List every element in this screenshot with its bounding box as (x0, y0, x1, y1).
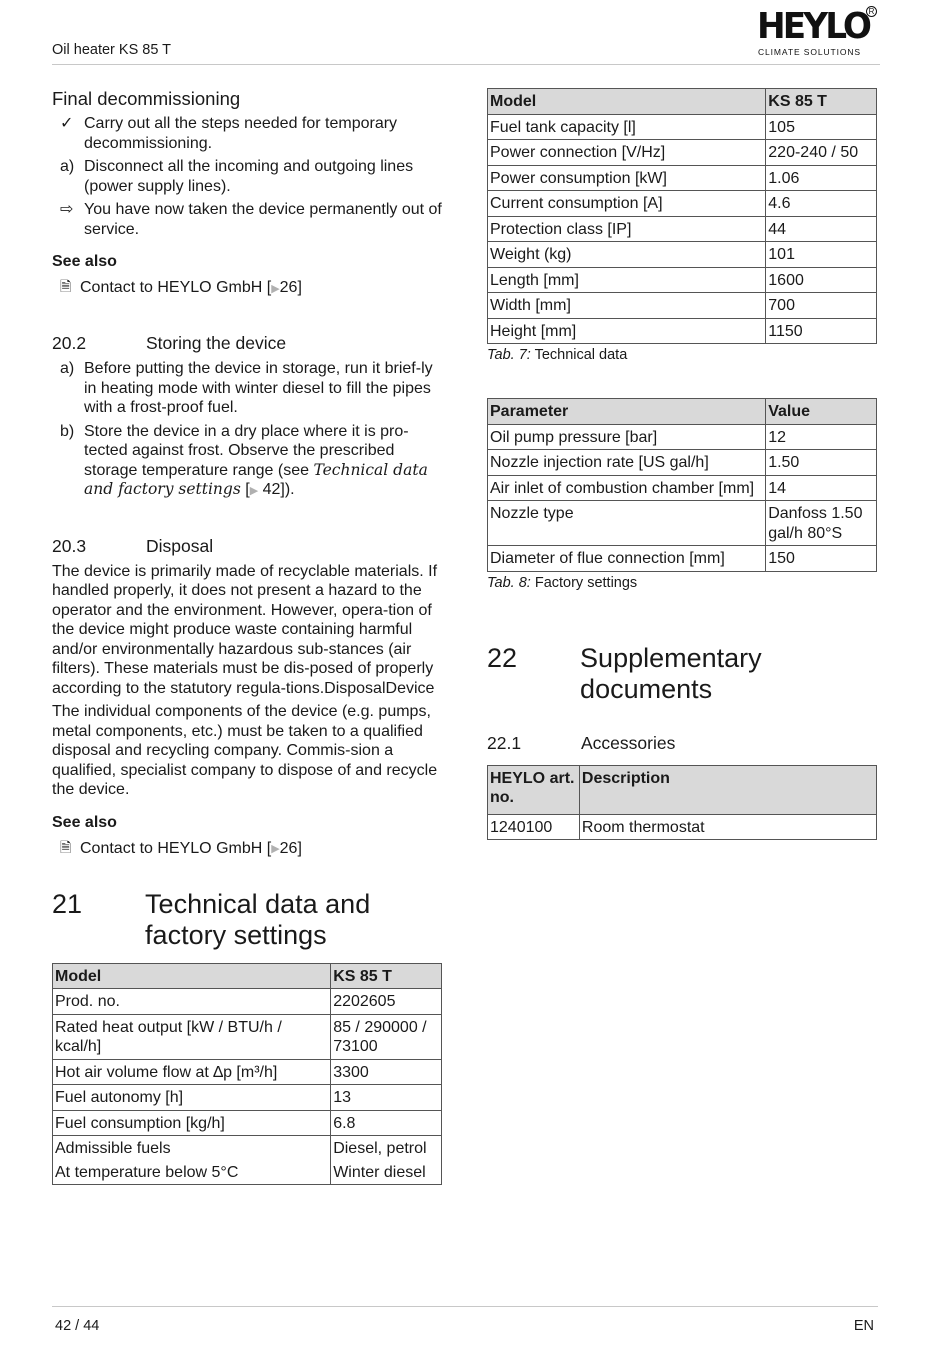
param-cell: Oil pump pressure [bar] (488, 424, 766, 450)
param-cell: Fuel tank capacity [l] (488, 114, 766, 140)
value-cell (331, 1136, 442, 1185)
table-row (488, 267, 877, 293)
caption-text: Factory settings (530, 574, 638, 591)
chapter-heading-technical-data (52, 889, 442, 951)
technical-data-link[interactable]: Technical data and factory settings (84, 460, 428, 498)
param-cell (53, 1136, 331, 1185)
value-cell: 4.6 (766, 191, 877, 217)
logo-wordmark: HEYLO (757, 6, 870, 47)
value-cell: 85 / 290000 / 73100 (331, 1014, 442, 1059)
step-marker: a) (60, 360, 75, 377)
left-column (52, 88, 442, 1185)
param-cell: Current consumption [A] (488, 191, 766, 217)
table-row (488, 114, 877, 140)
table-header-row (53, 963, 442, 989)
table-row (53, 1014, 442, 1059)
table-row (488, 501, 877, 546)
table-caption (487, 347, 877, 363)
column-header: HEYLO art. no. (488, 765, 580, 814)
value-cell: 1150 (766, 318, 877, 344)
page-arrow-icon: ▶ (249, 485, 259, 497)
caption-label: Tab. 8: (487, 574, 531, 591)
value-cell: 14 (766, 475, 877, 501)
value-cell: 220-240 / 50 (766, 140, 877, 166)
table-row (488, 191, 877, 217)
language-code: EN (853, 1318, 874, 1334)
value-cell: 700 (766, 293, 877, 319)
value-cell: 105 (766, 114, 877, 140)
step-item (52, 359, 442, 418)
step-text: You have now taken the device permanently out of service. (84, 201, 442, 238)
section-title: Accessories (581, 732, 676, 753)
param-cell: Width [mm] (488, 293, 766, 319)
heylo-logo (755, 6, 877, 60)
registered-mark-icon: R (866, 6, 877, 17)
footer-divider (52, 1306, 878, 1307)
see-also-label: See also (52, 253, 117, 270)
value-cell: Danfoss 1.50 gal/h 80°S (766, 501, 877, 546)
table-row (488, 318, 877, 344)
accessories-table (487, 765, 877, 841)
table-row (53, 1136, 442, 1185)
table-row (53, 1059, 442, 1085)
param-cell: Weight (kg) (488, 242, 766, 268)
table-header-row (488, 765, 877, 814)
step-text-pre: Store the device in a dry place where it is pro-tected against frost. Observe the prescribed storage temperature range (see (84, 422, 409, 479)
table-row (488, 242, 877, 268)
ref-bracket: [ (240, 481, 250, 498)
table-row (488, 165, 877, 191)
table-header-row (488, 399, 877, 425)
step-text: Before putting the device in storage, run it brief-ly in heating mode with winter diesel to fill the pipes with a frost-proof fuel. (84, 360, 433, 416)
xref-page: 26] (279, 839, 302, 857)
value-cell: 1600 (766, 267, 877, 293)
disposal-paragraph: The individual components of the device (e.g. pumps, metal components, etc.) must be taken to a qualified disposal and recycling company. Commis-sion a qualified, specialist company to dispose of and recycle the device. (52, 703, 438, 798)
see-also-label: See also (52, 813, 117, 831)
value-cell: 3300 (331, 1059, 442, 1085)
table-row (488, 814, 877, 840)
value-cell: 13 (331, 1085, 442, 1111)
column-header: KS 85 T (766, 89, 877, 115)
ref-page: 42]). (258, 481, 295, 498)
table-row (488, 216, 877, 242)
checkmark-icon: ✓ (60, 115, 74, 132)
xref-text: Contact to HEYLO GmbH [ (80, 839, 272, 857)
column-header: Model (488, 89, 766, 115)
xref-text: Contact to HEYLO GmbH [ (80, 279, 272, 296)
section-heading-accessories (487, 733, 877, 754)
step-text: Carry out all the steps needed for temporary decommissioning. (84, 115, 398, 152)
fuel-value: Diesel, petrol (333, 1140, 427, 1157)
param-cell: Nozzle type (488, 501, 766, 546)
table-header-row (488, 89, 877, 115)
cross-reference-link[interactable] (52, 276, 442, 300)
column-header: Value (766, 399, 877, 425)
step-item (52, 422, 442, 502)
table-row (488, 293, 877, 319)
value-cell: 12 (766, 424, 877, 450)
param-cell: Prod. no. (53, 989, 331, 1015)
step-item (52, 200, 442, 239)
section-heading-disposal (52, 536, 442, 557)
section-heading-storing (52, 333, 442, 354)
table-caption (487, 575, 877, 591)
param-cell: Power connection [V/Hz] (488, 140, 766, 166)
param-cell: Hot air volume flow at ∆p [m³/h] (53, 1059, 331, 1085)
param-cell: Rated heat output [kW / BTU/h / kcal/h] (53, 1014, 331, 1059)
technical-data-table (52, 963, 442, 1186)
param-cell: Fuel autonomy [h] (53, 1085, 331, 1111)
param-cell: Protection class [IP] (488, 216, 766, 242)
value-cell: 6.8 (331, 1110, 442, 1136)
param-cell: Fuel consumption [kg/h] (53, 1110, 331, 1136)
cross-reference-link[interactable] (52, 837, 442, 861)
step-marker: b) (60, 422, 75, 440)
chapter-number: 21 (52, 888, 83, 919)
column-header: Parameter (488, 399, 766, 425)
chapter-title: Supplementary documents (580, 642, 762, 704)
result-arrow-icon: ⇨ (60, 201, 74, 218)
section-title: Storing the device (146, 333, 287, 353)
value-cell: 44 (766, 216, 877, 242)
document-icon: 🗎 (60, 278, 72, 294)
step-item (52, 114, 442, 153)
article-number-cell: 1240100 (488, 814, 580, 840)
fuel-label: At temperature below 5°C (55, 1163, 239, 1181)
page-number: 42 / 44 (55, 1318, 100, 1334)
value-cell: 150 (766, 546, 877, 572)
param-cell: Nozzle injection rate [US gal/h] (488, 450, 766, 476)
chapter-title: Technical data and factory settings (145, 888, 371, 950)
section-number: 20.3 (52, 535, 87, 556)
document-icon: 🗎 (60, 838, 72, 855)
column-header: Model (53, 963, 331, 989)
param-cell: Length [mm] (488, 267, 766, 293)
table-row (53, 989, 442, 1015)
table-row (488, 546, 877, 572)
step-text: Disconnect all the incoming and outgoing lines (power supply lines). (84, 158, 414, 195)
technical-data-table-continued (487, 88, 877, 344)
section-title: Disposal (146, 535, 214, 556)
param-cell: Height [mm] (488, 318, 766, 344)
description-cell: Room thermostat (579, 814, 876, 840)
section-number: 20.2 (52, 333, 87, 353)
step-text (84, 422, 442, 502)
value-cell: 1.50 (766, 450, 877, 476)
table-row (488, 424, 877, 450)
step-item (52, 157, 442, 196)
page-arrow-icon: ▶ (271, 282, 280, 295)
final-decommissioning-heading: Final decommissioning (52, 88, 241, 109)
right-column (487, 88, 877, 840)
table-row (488, 475, 877, 501)
logo-subtitle: CLIMATE SOLUTIONS (758, 47, 861, 57)
chapter-number: 22 (487, 642, 518, 673)
table-row (53, 1085, 442, 1111)
param-cell: Diameter of flue connection [mm] (488, 546, 766, 572)
caption-text: Technical data (530, 347, 628, 363)
table-row (488, 140, 877, 166)
document-title: Oil heater KS 85 T (52, 42, 172, 58)
page-arrow-icon: ▶ (271, 843, 280, 855)
column-header: KS 85 T (331, 963, 442, 989)
fuel-label: Admissible fuels (55, 1140, 171, 1157)
table-row (488, 450, 877, 476)
factory-settings-table (487, 398, 877, 572)
fuel-value: Winter diesel (333, 1163, 426, 1181)
table-row (53, 1110, 442, 1136)
param-cell: Power consumption [kW] (488, 165, 766, 191)
step-marker: a) (60, 158, 75, 175)
section-number: 22.1 (487, 732, 522, 753)
param-cell: Air inlet of combustion chamber [mm] (488, 475, 766, 501)
column-header: Description (579, 765, 876, 814)
header-divider (52, 64, 880, 65)
caption-label: Tab. 7: (487, 347, 531, 363)
chapter-heading-supplementary (487, 643, 877, 705)
value-cell: 2202605 (331, 989, 442, 1015)
value-cell: 1.06 (766, 165, 877, 191)
disposal-paragraph: The device is primarily made of recyclable materials. If handled properly, it does not present a hazard to the operator and the environment. However, opera-tion of the device might produce waste containing harmful and/or environmentally hazardous sub-stances (air filters). These materials must be dis-posed of properly according to the statutory regula-tions.DisposalDevice (52, 562, 438, 697)
value-cell: 101 (766, 242, 877, 268)
xref-page: 26] (279, 279, 302, 296)
